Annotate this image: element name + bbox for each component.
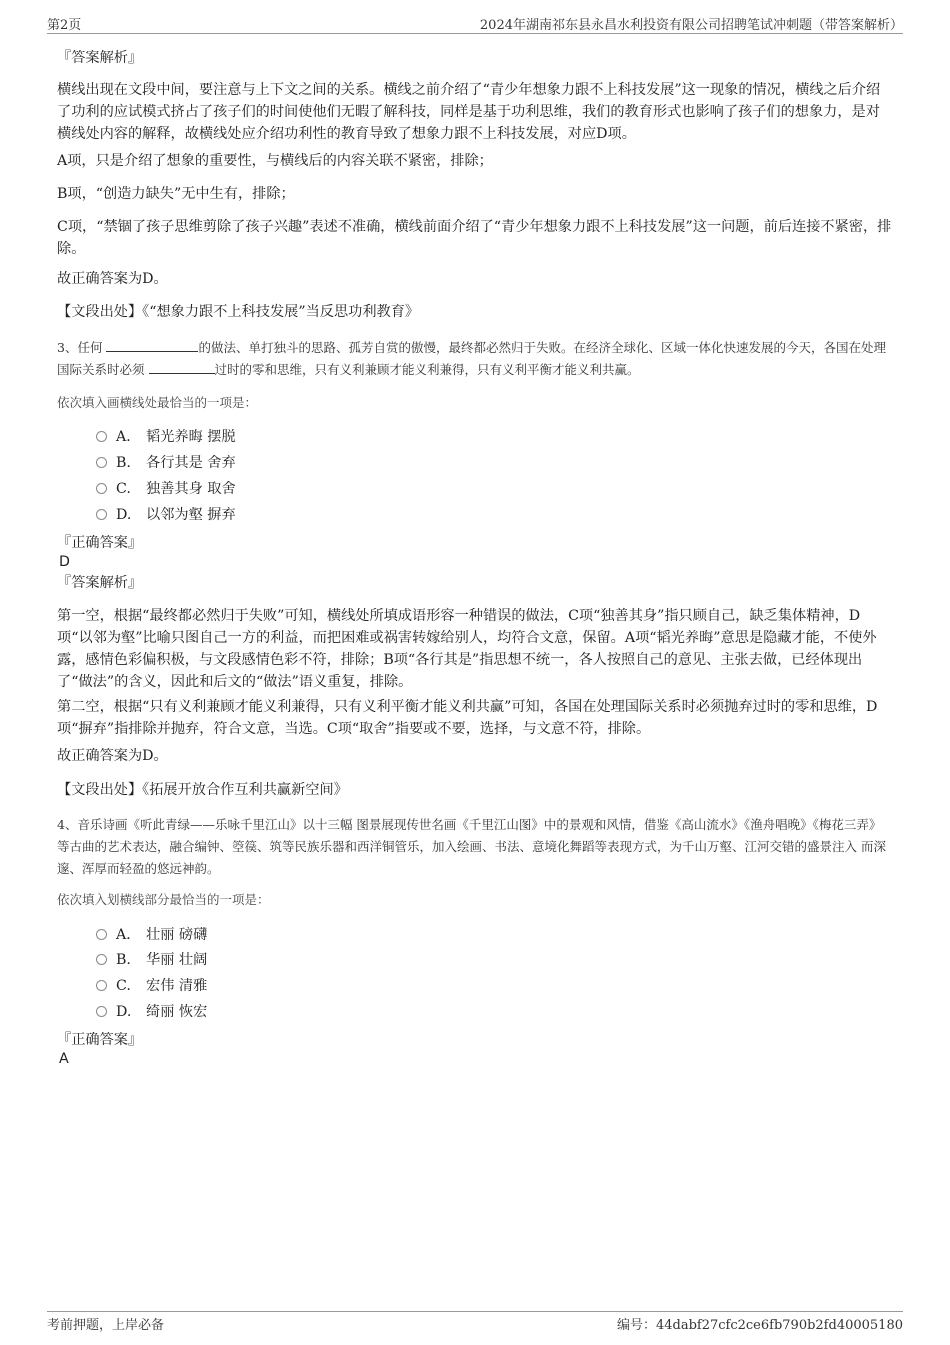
conclusion: 故正确答案为D。 [57, 271, 168, 287]
analysis-paragraph: 第一空，根据“最终都必然归于失败”可知，横线处所填成语形容一种错误的做法，C项“独善其身”指只顾自己，缺乏集体精神，D项“以邻为壑”比喻只图自己一方的利益，而把困难或祸害转嫁给别人，均符合文意，保留。A项“韬光养晦”意思是隐藏才能，不使外露，感情色彩偏积极，与文段感情色彩不符，排除；B项“各行其是”指思想不统一，各人按照自己的意见、主张去做，已经体现出了“做法”的含义，因此和后文的“做法”语义重复，排除。 [57, 608, 877, 690]
source-citation: 【文段出处】《“想象力跟不上科技发展”当反思功利教育》 [57, 304, 420, 320]
option-d[interactable]: D. 绮丽 恢宏 [96, 1002, 207, 1022]
analysis-option-a: A项，只是介绍了想象的重要性，与横线后的内容关联不紧密，排除； [57, 153, 493, 169]
footer-slogan: 考前押题，上岸必备 [47, 1318, 165, 1333]
option-c[interactable]: C. 宏伟 清雅 [96, 976, 207, 996]
correct-answer: A [59, 1051, 69, 1067]
page-number: 第2页 [47, 18, 82, 33]
radio-icon[interactable] [96, 483, 107, 494]
option-c[interactable]: C. 独善其身 取舍 [96, 479, 236, 499]
radio-icon[interactable] [96, 431, 107, 442]
conclusion: 故正确答案为D。 [57, 748, 168, 764]
radio-icon[interactable] [96, 457, 107, 468]
source-citation: 【文段出处】《拓展开放合作互利共赢新空间》 [57, 782, 348, 798]
blank-line [106, 337, 198, 352]
radio-icon[interactable] [96, 980, 107, 991]
analysis-option-b: B项，“创造力缺失”无中生有，排除； [57, 186, 295, 202]
question-3-text: 3、任何 的做法、单打独斗的思路、孤芳自赏的傲慢，最终都必然归于失败。在经济全球化、区域一体化快速发展的今天，各国在处理国际关系时必须 过时的零和思维，只有义利兼顾才能义利兼得，只有义利平衡才能义利共赢。 [57, 337, 892, 381]
question-3-instruction: 依次填入画横线处最恰当的一项是： [57, 395, 258, 410]
analysis-option-c: C项，“禁锢了孩子思维剪除了孩子兴趣”表述不准确，横线前面介绍了“青少年想象力跟不上科技发展”这一问题，前后连接不紧密，排除。 [57, 219, 892, 257]
document-id: 编号：44dabf27cfc2ce6fb790b2fd40005180 [616, 1318, 903, 1333]
option-d[interactable]: D. 以邻为壑 摒弃 [96, 505, 236, 525]
correct-answer-tag: 『正确答案』 [57, 1032, 143, 1048]
footer-divider [47, 1311, 903, 1312]
document-title: 2024年湖南祁东县永昌水利投资有限公司招聘笔试冲刺题（带答案解析） [479, 18, 903, 33]
option-a[interactable]: A． 壮丽 磅礴 [96, 925, 207, 945]
correct-answer: D [59, 554, 70, 570]
page-header [47, 14, 903, 34]
analysis-tag: 『答案解析』 [57, 50, 143, 66]
option-b[interactable]: B. 华丽 壮阔 [96, 950, 207, 970]
question-4-instruction: 依次填入划横线部分最恰当的一项是： [57, 892, 270, 907]
analysis-paragraph: 第二空，根据“只有义利兼顾才能义利兼得，只有义利平衡才能义利共赢”可知，各国在处理国际关系时必须抛弃过时的零和思维，D项“摒弃”指排除并抛弃，符合文意，当选。C项“取舍”指要或不要，选择，与文意不符，排除。 [57, 699, 878, 737]
question-4-text: 4、音乐诗画《听此青绿——乐咏千里江山》以十三幅 图景展现传世名画《千里江山图》中的景观和风情，借鉴《高山流水》《渔舟唱晚》《梅花三弄》等古曲的艺术表达，融合编钟、箜篌、筑等民族乐器和西洋铜管乐，加入绘画、书法、意境化舞蹈等表现方式，为千山万壑、江河交错的盛景注入 而深邃、浑厚而轻盈的悠远神韵。 [57, 817, 886, 876]
page-footer [47, 1314, 903, 1334]
radio-icon[interactable] [96, 1006, 107, 1017]
option-a[interactable]: A． 韬光养晦 摆脱 [96, 427, 236, 447]
header-divider [47, 33, 903, 34]
analysis-paragraph: 横线出现在文段中间，要注意与上下文之间的关系。横线之前介绍了“青少年想象力跟不上科技发展”这一现象的情况，横线之后介绍了功利的应试模式挤占了孩子们的时间使他们无暇了解科技，同样是基于功利思维，我们的教育形式也影响了孩子们的想象力，是对横线处内容的解释，故横线处应介绍功利性的教育导致了想象力跟不上科技发展，对应D项。 [57, 82, 881, 142]
analysis-tag: 『答案解析』 [57, 575, 143, 591]
correct-answer-tag: 『正确答案』 [57, 535, 143, 551]
radio-icon[interactable] [96, 954, 107, 965]
radio-icon[interactable] [96, 509, 107, 520]
option-b[interactable]: B. 各行其是 舍弃 [96, 453, 236, 473]
blank-line [149, 359, 215, 374]
radio-icon[interactable] [96, 929, 107, 940]
